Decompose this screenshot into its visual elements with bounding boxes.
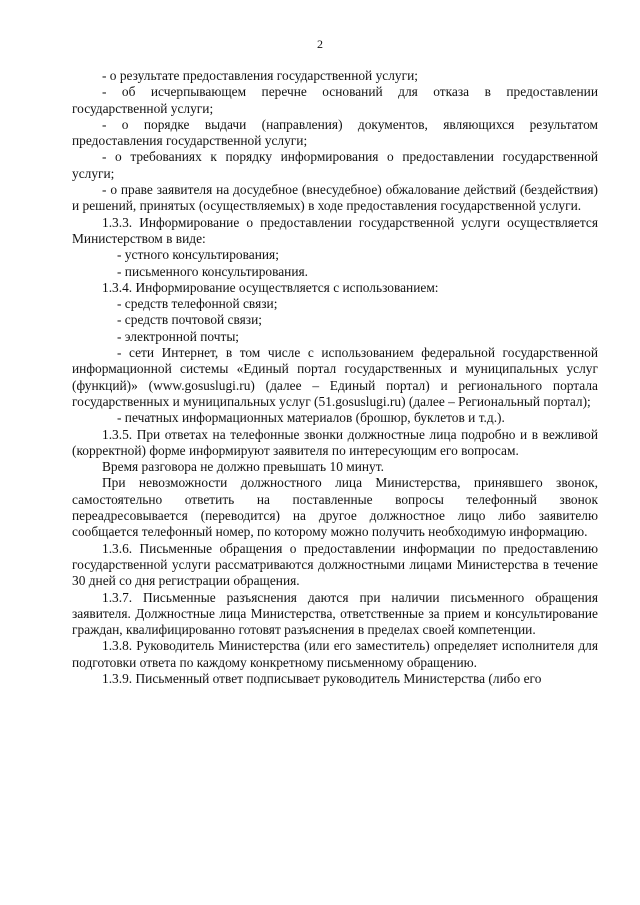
paragraph: - о требованиях к порядку информирования о предоставлении государственной услуги; xyxy=(72,149,598,181)
page-number: 2 xyxy=(317,37,323,51)
paragraph: Время разговора не должно превышать 10 минут. xyxy=(102,459,384,475)
section-1-3-4: 1.3.4. Информирование осуществляется с использованием: xyxy=(102,279,439,295)
list-item: - печатных информационных материалов (брошюр, буклетов и т.д.). xyxy=(117,410,505,426)
list-item: - средств телефонной связи; xyxy=(117,296,278,312)
section-1-3-6: 1.3.6. Письменные обращения о предоставлении информации по предоставлению государственной услуги рассматриваются должностными лицами Министерства в течение 30 дней со дня регистрации обращения. xyxy=(72,540,598,589)
section-1-3-5: 1.3.5. При ответах на телефонные звонки должностные лица подробно и в вежливой (корректной) форме информируют заявителя по интересующим его вопросам. xyxy=(72,426,598,458)
list-item: - электронной почты; xyxy=(117,328,240,344)
list-item: - сети Интернет, в том числе с использованием федеральной государственной информационной системы «Единый портал государственных и муниципальных услуг (функций)» (www.gosuslugi.ru) (далее – Единый портал) и регионального портала государственных и муниципальных услуг (51.gosuslugi.ru) (далее – Региональный портал); xyxy=(72,345,598,409)
section-1-3-7: 1.3.7. Письменные разъяснения даются при наличии письменного обращения заявителя. Должностные лица Министерства, ответственные за прием и консультирование граждан, квалифицированно готовят разъяснения в пределах своей компетенции. xyxy=(72,589,598,638)
section-1-3-9: 1.3.9. Письменный ответ подписывает руководитель Министерства (либо его xyxy=(102,670,542,686)
paragraph: - о порядке выдачи (направления) документов, являющихся результатом предоставления государственной услуги; xyxy=(72,116,598,149)
paragraph: - об исчерпывающем перечне оснований для отказа в предоставлении государственной услуги; xyxy=(72,84,598,116)
paragraph: - о праве заявителя на досудебное (внесудебное) обжалование действий (бездействия) и решений, принятых (осуществляемых) в ходе предоставления государственной услуги. xyxy=(72,182,598,214)
list-item: - устного консультирования; xyxy=(117,247,279,263)
section-1-3-8: 1.3.8. Руководитель Министерства (или его заместитель) определяет исполнителя для подготовки ответа по каждому конкретному письменному обращению. xyxy=(72,638,598,670)
list-item: - средств почтовой связи; xyxy=(117,312,262,328)
list-item: - письменного консультирования. xyxy=(117,263,309,279)
paragraph: - о результате предоставления государственной услуги; xyxy=(102,68,418,83)
section-1-3-3: 1.3.3. Информирование о предоставлении государственной услуги осуществляется Министерством в виде: xyxy=(72,214,598,246)
paragraph: При невозможности должностного лица Министерства, принявшего звонок, самостоятельно ответить на поставленные вопросы телефонный звонок переадресовывается (переводится) на другое должностное лицо либо заявителю сообщается телефонный номер, по которому можно получить необходимую информацию. xyxy=(72,475,598,540)
document-body xyxy=(72,68,598,687)
